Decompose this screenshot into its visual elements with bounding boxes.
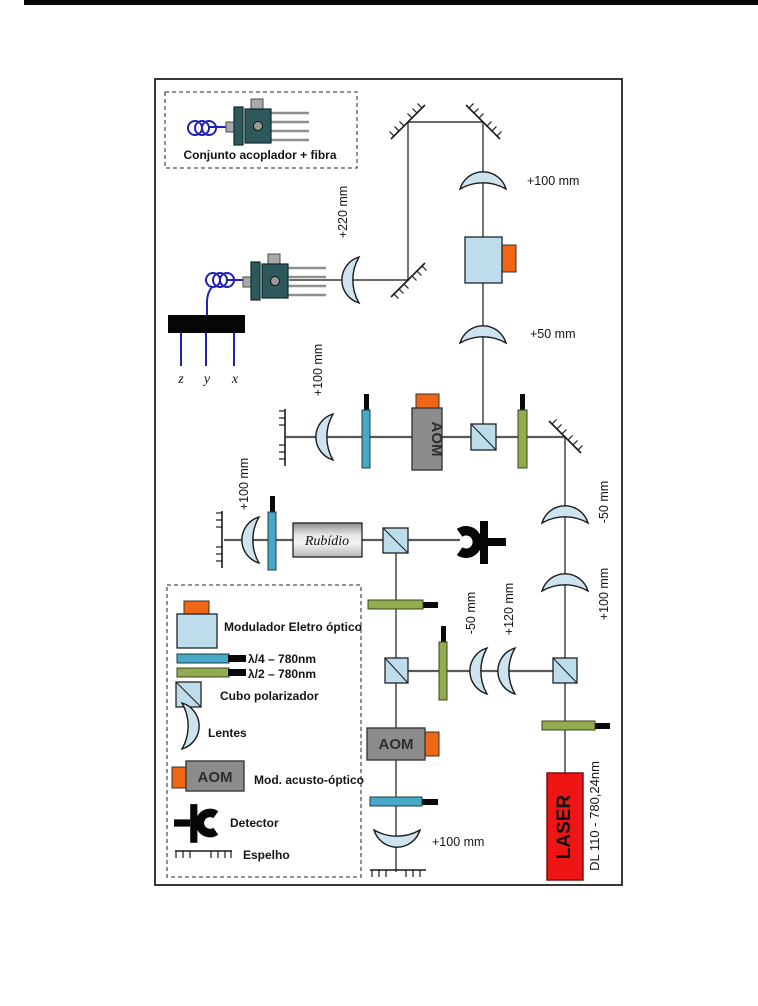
axis-z-label: z	[178, 372, 184, 387]
lens-bottom-100mm	[374, 830, 420, 847]
label-lens-right-lower: +100 mm	[597, 567, 611, 621]
legend-eom-label: Modulador Eletro óptico	[224, 620, 362, 634]
half-waveplate-icon	[177, 668, 246, 677]
legend-detector-label: Detector	[230, 816, 279, 830]
mirror-icon	[175, 851, 232, 858]
label-lens-mid: +50 mm	[530, 327, 576, 341]
axis-y-label: y	[203, 372, 211, 387]
legend-aom-label: Mod. acusto-óptico	[254, 773, 364, 787]
mirror-top-left	[390, 104, 426, 140]
mirror-aom-row-end	[279, 409, 285, 466]
axis-x-label: x	[231, 372, 239, 387]
mirror-top-right	[466, 104, 502, 140]
label-lens-center-right: +120 mm	[502, 582, 516, 636]
label-lens-center-left: -50 mm	[464, 591, 478, 635]
half-waveplate-aom-row	[518, 394, 527, 468]
label-lens-aom-row: +100 mm	[311, 343, 325, 397]
coupler-legend-label: Conjunto acoplador + fibra	[183, 148, 337, 162]
polarizing-cube-right	[553, 658, 577, 683]
half-waveplate-below-rubidium-cube	[368, 600, 438, 609]
polarizing-cube-center	[385, 658, 408, 683]
polarizing-cube-rubidium	[383, 528, 408, 553]
laser-label: LASER	[554, 794, 575, 860]
aom-top-label: AOM	[428, 421, 445, 457]
quarter-waveplate-bottom-column	[370, 797, 438, 806]
rubidium-cell	[293, 523, 362, 557]
fiber-coupler-icon	[188, 99, 309, 145]
fiber-coupler-assembly	[206, 254, 326, 316]
legend-box	[167, 585, 364, 877]
mirror-rubidium-row-end	[216, 511, 222, 568]
coupler-legend-box	[165, 92, 357, 168]
legend-lens-label: Lentes	[208, 726, 247, 740]
mirror-bottom	[370, 870, 426, 877]
legend-cube-label: Cubo polarizador	[220, 689, 319, 703]
half-waveplate-above-laser	[542, 721, 610, 730]
quarter-waveplate-icon	[177, 654, 246, 663]
lens-icon	[182, 703, 199, 749]
aom-icon	[172, 761, 244, 791]
page-top-rule	[24, 0, 758, 5]
detector-icon	[174, 804, 218, 843]
mirror-coupler-fold	[391, 263, 427, 299]
translation-stage	[168, 315, 245, 387]
quarter-waveplate-rubidium-row	[268, 496, 276, 570]
aom-bottom-label: AOM	[378, 736, 414, 753]
legend-half-waveplate-label: λ/2 – 780nm	[248, 667, 317, 681]
label-lens-rubidium-row: +100 mm	[237, 457, 251, 511]
legend-aom-icon-text: AOM	[197, 769, 233, 786]
legend-mirror-label: Espelho	[243, 848, 290, 862]
quarter-waveplate-aom-row	[362, 394, 370, 468]
polarizing-cube-icon	[176, 682, 201, 707]
label-lens-right-upper: -50 mm	[597, 480, 611, 524]
aom-bottom	[367, 728, 439, 760]
label-lens-top: +100 mm	[527, 174, 580, 188]
legend-quarter-waveplate-label: λ/4 – 780nm	[248, 652, 317, 666]
half-waveplate-center-row	[439, 626, 447, 700]
polarizing-cube-top	[471, 424, 496, 450]
laser-model-label: DL 110 - 780,24nm	[587, 761, 602, 871]
electro-optic-modulator	[465, 237, 516, 283]
laser	[547, 773, 583, 880]
rubidium-label: Rubídio	[304, 534, 350, 549]
label-lens-collimator: +220 mm	[336, 185, 350, 239]
eom-icon	[177, 601, 217, 648]
detector	[457, 521, 506, 564]
aom-top	[412, 394, 445, 470]
label-lens-bottom: +100 mm	[432, 835, 485, 849]
